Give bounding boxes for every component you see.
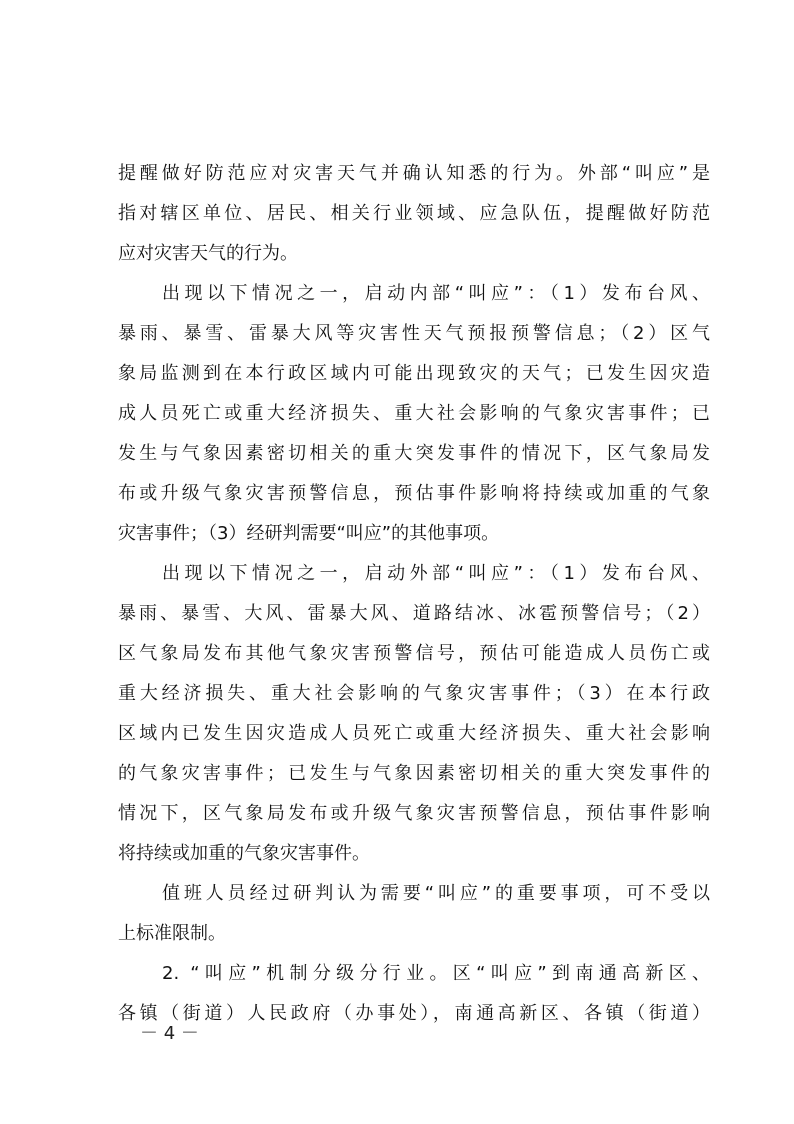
text-line: 成人员死亡或重大经济损失、重大社会影响的气象灾害事件；已: [118, 403, 710, 424]
text-line: 将持续或加重的气象灾害事件。: [118, 843, 370, 864]
text-line: 2. “叫应”机制分级分行业。区“叫应”到南通高新区、: [162, 963, 710, 984]
text-line: 各镇（街道）人民政府（办事处），南通高新区、各镇（街道）: [118, 1003, 710, 1024]
text-line: 出现以下情况之一，启动外部“叫应”：（1）发布台风、: [162, 563, 710, 584]
page-number: － 4 －: [140, 1023, 199, 1044]
text-line: 暴雨、暴雪、雷暴大风等灾害性天气预报预警信息；（2）区气: [118, 323, 710, 344]
text-line: 应对灾害天气的行为。: [118, 243, 298, 264]
text-line: 重大经济损失、重大社会影响的气象灾害事件；（3）在本行政: [118, 683, 710, 704]
body-text: [118, 154, 710, 1034]
text-line: 暴雨、暴雪、大风、雷暴大风、道路结冰、冰雹预警信号；（2）: [118, 603, 710, 624]
text-line: 布或升级气象灾害预警信息，预估事件影响将持续或加重的气象: [118, 483, 710, 504]
text-line: 的气象灾害事件；已发生与气象因素密切相关的重大突发事件的: [118, 763, 710, 784]
text-line: 灾害事件；（3）经研判需要“叫应”的其他事项。: [118, 523, 500, 544]
text-line: 发生与气象因素密切相关的重大突发事件的情况下，区气象局发: [118, 443, 710, 464]
text-line: 情况下，区气象局发布或升级气象灾害预警信息，预估事件影响: [118, 803, 710, 824]
text-line: 提醒做好防范应对灾害天气并确认知悉的行为。外部“叫应”是: [118, 163, 710, 184]
text-line: 象局监测到在本行政区域内可能出现致灾的天气；已发生因灾造: [118, 363, 710, 384]
text-line: 值班人员经过研判认为需要“叫应”的重要事项，可不受以: [162, 883, 710, 904]
text-line: 上标准限制。: [118, 923, 226, 944]
text-line: 区域内已发生因灾造成人员死亡或重大经济损失、重大社会影响: [118, 723, 710, 744]
text-line: 区气象局发布其他气象灾害预警信号，预估可能造成人员伤亡或: [118, 643, 710, 664]
text-line: 出现以下情况之一，启动内部“叫应”：（1）发布台风、: [162, 283, 710, 304]
text-line: 指对辖区单位、居民、相关行业领域、应急队伍，提醒做好防范: [118, 203, 710, 224]
